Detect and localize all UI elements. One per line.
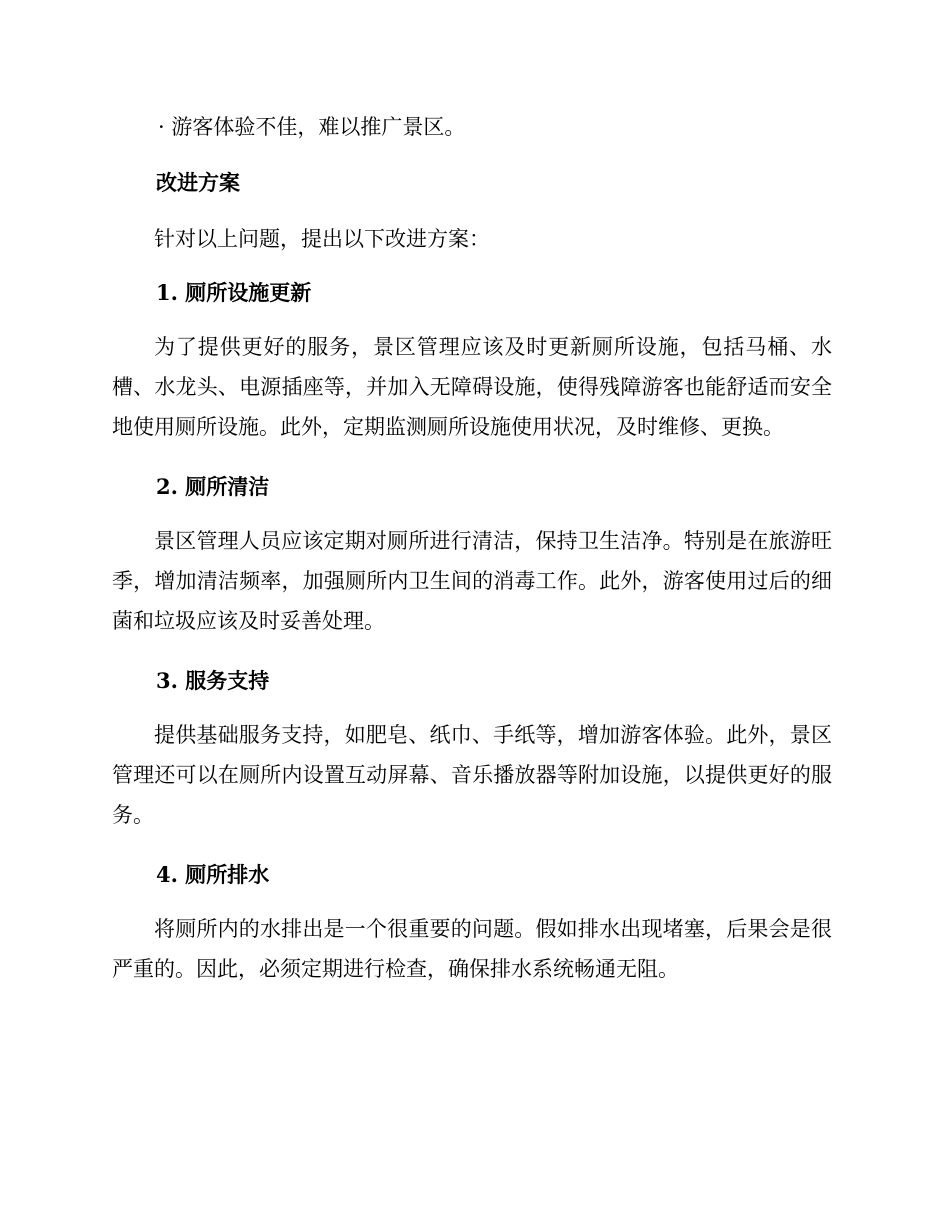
intro-paragraph: 针对以上问题，提出以下改进方案： [154, 227, 490, 251]
item-3-body: 提供基础服务支持，如肥皂、纸巾、手纸等，增加游客体验。此外，景区管理还可以在厕所内设置互动屏幕、音乐播放器等附加设施，以提供更好的服务。 [112, 723, 832, 827]
section-title: 改进方案 [156, 170, 240, 195]
item-4-heading: 4. 厕所排水 [156, 862, 270, 887]
item-2-body: 景区管理人员应该定期对厕所进行清洁，保持卫生洁净。特别是在旅游旺季，增加清洁频率，加强厕所内卫生间的消毒工作。此外，游客使用过后的细菌和垃圾应该及时妥善处理。 [112, 529, 832, 633]
item-3-heading: 3. 服务支持 [156, 668, 270, 693]
bullet-point: · 游客体验不佳，难以推广景区。 [158, 115, 466, 139]
item-2-heading: 2. 厕所清洁 [156, 474, 270, 499]
item-4-body: 将厕所内的水排出是一个很重要的问题。假如排水出现堵塞，后果会是很严重的。因此，必须定期进行检查，确保排水系统畅通无阻。 [112, 917, 832, 981]
item-1-heading: 1. 厕所设施更新 [156, 280, 312, 305]
item-1-body: 为了提供更好的服务，景区管理应该及时更新厕所设施，包括马桶、水槽、水龙头、电源插座等，并加入无障碍设施，使得残障游客也能舒适而安全地使用厕所设施。此外，定期监测厕所设施使用状况，及时维修、更换。 [112, 335, 832, 439]
